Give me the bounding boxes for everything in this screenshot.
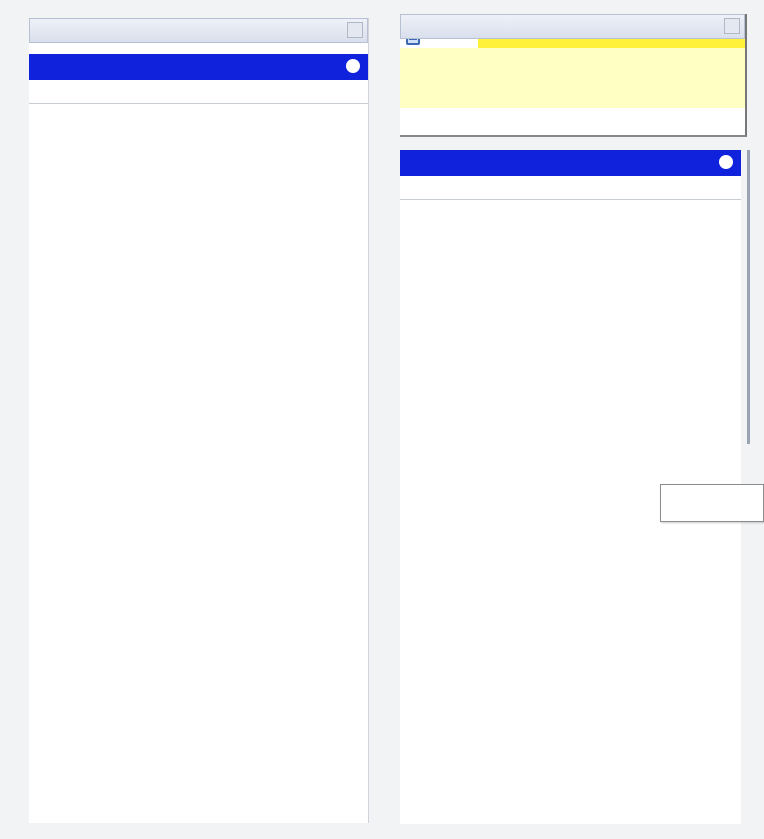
column-headers — [29, 80, 368, 104]
expand-icon[interactable] — [347, 22, 363, 38]
collapse-icon[interactable] — [346, 59, 360, 73]
ward-round-block[interactable] — [400, 48, 745, 108]
scrollbar[interactable] — [747, 150, 750, 444]
am-session-panel — [29, 18, 369, 823]
column-headers — [400, 176, 741, 200]
slot-tooltip — [660, 484, 764, 522]
pm-session-panel — [400, 14, 747, 824]
clinician-header[interactable] — [29, 18, 368, 43]
session-header-am[interactable] — [29, 54, 368, 80]
clinician-header[interactable] — [400, 14, 745, 39]
collapse-icon[interactable] — [719, 155, 733, 169]
previous-session-block — [400, 14, 747, 137]
partial-slot-row[interactable] — [400, 39, 745, 48]
session-header-pm[interactable] — [400, 150, 741, 176]
slot-description — [478, 39, 745, 48]
expand-icon[interactable] — [724, 18, 740, 34]
slot-booking-icon[interactable] — [406, 39, 420, 45]
